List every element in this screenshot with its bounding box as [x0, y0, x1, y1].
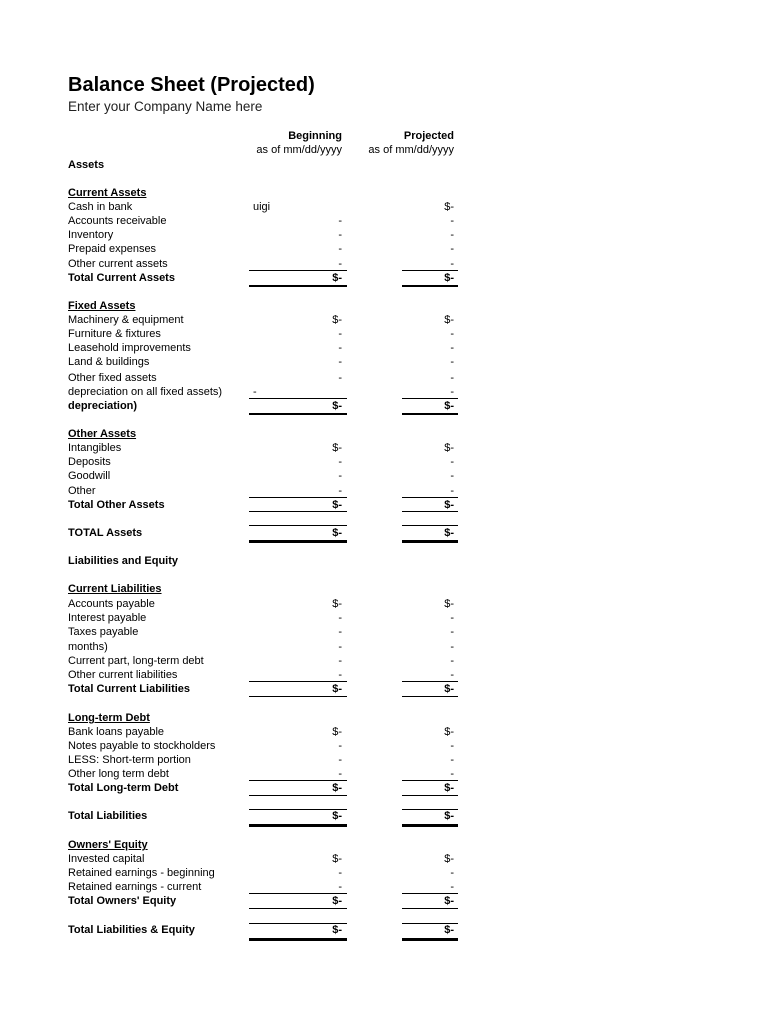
row-label: Leasehold improvements	[68, 342, 191, 354]
total-rule-line	[249, 809, 347, 810]
row-label: Deposits	[68, 456, 111, 468]
cell-beginning[interactable]: -	[338, 867, 342, 879]
total-rule-line	[402, 413, 458, 415]
table-row	[0, 299, 768, 313]
table-row	[0, 498, 768, 512]
table-row	[0, 313, 768, 327]
row-label: Retained earnings - beginning	[68, 867, 215, 879]
cell-projected[interactable]: -	[450, 626, 454, 638]
cell-beginning[interactable]: $-	[332, 782, 342, 794]
cell-projected[interactable]: -	[450, 754, 454, 766]
section-heading: Other Assets	[68, 428, 137, 440]
cell-projected[interactable]: $-	[444, 895, 454, 907]
cell-beginning[interactable]: -	[338, 342, 342, 354]
table-row	[0, 327, 768, 341]
cell-projected[interactable]: -	[450, 342, 454, 354]
table-row	[0, 554, 768, 568]
row-label: depreciation)	[68, 400, 138, 412]
total-rule-line	[249, 511, 347, 512]
table-row	[0, 441, 768, 455]
cell-projected[interactable]: $-	[444, 726, 454, 738]
cell-beginning[interactable]: $-	[332, 924, 342, 936]
table-row	[0, 668, 768, 682]
row-label: months)	[68, 641, 108, 653]
row-label: Furniture & fixtures	[68, 328, 161, 340]
row-label: Assets	[68, 159, 105, 171]
cell-projected[interactable]: -	[450, 229, 454, 241]
cell-projected[interactable]: -	[450, 740, 454, 752]
row-label: Bank loans payable	[68, 726, 165, 738]
row-label: TOTAL Assets	[68, 527, 143, 539]
cell-projected[interactable]: -	[450, 655, 454, 667]
cell-projected[interactable]: -	[450, 470, 454, 482]
total-rule-line	[402, 398, 458, 399]
row-label: Intangibles	[68, 442, 122, 454]
table-row	[0, 371, 768, 385]
table-row	[0, 341, 768, 355]
table-row	[0, 200, 768, 214]
cell-beginning[interactable]: $-	[332, 314, 342, 326]
total-rule-line	[249, 270, 347, 271]
cell-beginning[interactable]: -	[338, 740, 342, 752]
table-row	[0, 640, 768, 654]
total-rule-line	[249, 696, 347, 697]
cell-projected[interactable]: -	[450, 456, 454, 468]
total-rule-line	[402, 893, 458, 894]
row-label: Notes payable to stockholders	[68, 740, 216, 752]
total-rule-line	[402, 285, 458, 287]
cell-beginning[interactable]: -	[253, 386, 257, 398]
table-row	[0, 242, 768, 256]
cell-beginning[interactable]: $-	[332, 853, 342, 865]
table-row	[0, 214, 768, 228]
table-row	[0, 852, 768, 866]
cell-projected[interactable]: -	[450, 258, 454, 270]
table-row	[0, 611, 768, 625]
total-rule-line	[402, 780, 458, 781]
row-label: Prepaid expenses	[68, 243, 157, 255]
table-row	[0, 682, 768, 696]
cell-projected[interactable]: $-	[444, 598, 454, 610]
total-rule-line	[249, 540, 347, 543]
total-rule-line	[249, 908, 347, 909]
cell-projected[interactable]: $-	[444, 527, 454, 539]
cell-projected[interactable]: $-	[444, 853, 454, 865]
row-label: Cash in bank	[68, 201, 133, 213]
section-heading: Current Liabilities	[68, 583, 162, 595]
table-row	[0, 385, 768, 399]
cell-beginning[interactable]: $-	[332, 810, 342, 822]
table-row	[0, 767, 768, 781]
cell-projected[interactable]: -	[450, 243, 454, 255]
cell-projected[interactable]: -	[450, 881, 454, 893]
cell-projected[interactable]: -	[450, 641, 454, 653]
row-label: Land & buildings	[68, 356, 150, 368]
cell-beginning[interactable]: -	[338, 612, 342, 624]
cell-beginning[interactable]: -	[338, 641, 342, 653]
table-row	[0, 625, 768, 639]
cell-beginning[interactable]: -	[338, 768, 342, 780]
cell-beginning[interactable]: -	[338, 669, 342, 681]
cell-beginning[interactable]: $-	[332, 400, 342, 412]
row-label: Current part, long-term debt	[68, 655, 204, 667]
total-rule-line	[249, 780, 347, 781]
row-label: Machinery & equipment	[68, 314, 184, 326]
row-label: Inventory	[68, 229, 114, 241]
total-rule-line	[249, 938, 347, 941]
cell-beginning[interactable]: $-	[332, 442, 342, 454]
total-rule-line	[249, 893, 347, 894]
total-rule-line	[249, 525, 347, 526]
row-label: Total Long-term Debt	[68, 782, 179, 794]
cell-projected[interactable]: $-	[444, 924, 454, 936]
cell-beginning[interactable]: -	[338, 626, 342, 638]
cell-projected[interactable]: $-	[444, 683, 454, 695]
row-label: Other long term debt	[68, 768, 169, 780]
cell-beginning[interactable]: $-	[332, 527, 342, 539]
row-label: Total Liabilities	[68, 810, 148, 822]
cell-projected[interactable]: -	[450, 386, 454, 398]
table-row	[0, 838, 768, 852]
row-label: Accounts receivable	[68, 215, 167, 227]
row-label: Invested capital	[68, 853, 145, 865]
table-row	[0, 186, 768, 200]
cell-projected[interactable]: -	[450, 328, 454, 340]
column-date-beginning: as of mm/dd/yyyy	[256, 144, 342, 156]
column-subheader-row	[0, 143, 768, 157]
row-label: Other current assets	[68, 258, 168, 270]
total-rule-line	[249, 681, 347, 682]
table-row	[0, 597, 768, 611]
cell-beginning[interactable]: $-	[332, 683, 342, 695]
total-rule-line	[402, 270, 458, 271]
row-label: depreciation on all fixed assets)	[68, 386, 223, 398]
row-label: Other fixed assets	[68, 372, 157, 384]
total-rule-line	[402, 525, 458, 526]
cell-beginning[interactable]: -	[338, 356, 342, 368]
cell-projected[interactable]: $-	[444, 499, 454, 511]
row-label: Liabilities and Equity	[68, 555, 179, 567]
table-row	[0, 781, 768, 795]
cell-projected[interactable]: -	[450, 485, 454, 497]
cell-beginning[interactable]: -	[338, 470, 342, 482]
cell-beginning[interactable]: -	[338, 215, 342, 227]
table-row	[0, 711, 768, 725]
cell-projected[interactable]: -	[450, 867, 454, 879]
table-row	[0, 455, 768, 469]
total-rule-line	[249, 398, 347, 399]
section-heading: Long-term Debt	[68, 712, 150, 724]
cell-projected[interactable]: $-	[444, 810, 454, 822]
section-heading: Fixed Assets	[68, 300, 136, 312]
cell-projected[interactable]: $-	[444, 442, 454, 454]
total-rule-line	[402, 908, 458, 909]
cell-beginning[interactable]: -	[338, 258, 342, 270]
table-row	[0, 582, 768, 596]
cell-beginning[interactable]: $-	[332, 272, 342, 284]
row-label: Retained earnings - current	[68, 881, 202, 893]
cell-projected[interactable]: -	[450, 612, 454, 624]
total-rule-line	[402, 795, 458, 796]
table-row	[0, 427, 768, 441]
table-row	[0, 399, 768, 413]
total-rule-line	[402, 681, 458, 682]
column-header-row	[0, 129, 768, 143]
cell-beginning[interactable]: $-	[332, 598, 342, 610]
cell-projected[interactable]: $-	[444, 272, 454, 284]
cell-beginning[interactable]: uigi	[253, 201, 271, 213]
cell-beginning[interactable]: -	[338, 372, 342, 384]
cell-beginning[interactable]: -	[338, 754, 342, 766]
total-rule-line	[249, 923, 347, 924]
row-label: Interest payable	[68, 612, 147, 624]
table-row	[0, 739, 768, 753]
total-rule-line	[402, 938, 458, 941]
row-label: Total Other Assets	[68, 499, 165, 511]
table-row	[0, 809, 768, 823]
total-rule-line	[402, 696, 458, 697]
table-row	[0, 894, 768, 908]
table-row	[0, 866, 768, 880]
table-row	[0, 469, 768, 483]
cell-beginning[interactable]: -	[338, 229, 342, 241]
row-label: Other	[68, 485, 96, 497]
section-heading: Current Assets	[68, 187, 147, 199]
total-rule-line	[249, 413, 347, 415]
column-header-projected: Projected	[403, 130, 454, 142]
column-header-beginning: Beginning	[288, 130, 342, 142]
table-row	[0, 271, 768, 285]
cell-beginning[interactable]: $-	[332, 895, 342, 907]
cell-beginning[interactable]: $-	[332, 726, 342, 738]
table-row	[0, 880, 768, 894]
table-row	[0, 355, 768, 369]
cell-beginning[interactable]: -	[338, 881, 342, 893]
table-row	[0, 484, 768, 498]
cell-projected[interactable]: $-	[444, 314, 454, 326]
total-rule-line	[402, 497, 458, 498]
table-row	[0, 923, 768, 937]
cell-projected[interactable]: -	[450, 372, 454, 384]
cell-beginning[interactable]: -	[338, 655, 342, 667]
row-label: Taxes payable	[68, 626, 139, 638]
row-label: Total Owners' Equity	[68, 895, 177, 907]
cell-projected[interactable]: $-	[444, 782, 454, 794]
table-row	[0, 526, 768, 540]
page-title: Balance Sheet (Projected)	[68, 74, 315, 96]
cell-projected[interactable]: -	[450, 768, 454, 780]
row-label: Total Current Assets	[68, 272, 175, 284]
row-label: Total Liabilities & Equity	[68, 924, 195, 936]
cell-projected[interactable]: -	[450, 356, 454, 368]
table-row	[0, 725, 768, 739]
total-rule-line	[402, 809, 458, 810]
total-rule-line	[249, 824, 347, 827]
total-rule-line	[249, 285, 347, 287]
cell-projected[interactable]: $-	[444, 201, 454, 213]
total-rule-line	[402, 511, 458, 512]
section-heading: Owners' Equity	[68, 839, 148, 851]
total-rule-line	[402, 923, 458, 924]
table-row	[0, 158, 768, 172]
total-rule-line	[249, 795, 347, 796]
table-row	[0, 257, 768, 271]
row-label: Other current liabilities	[68, 669, 178, 681]
cell-beginning[interactable]: -	[338, 328, 342, 340]
row-label: Total Current Liabilities	[68, 683, 191, 695]
row-label: Goodwill	[68, 470, 111, 482]
total-rule-line	[402, 824, 458, 827]
row-label: LESS: Short-term portion	[68, 754, 191, 766]
table-row	[0, 654, 768, 668]
table-row	[0, 228, 768, 242]
table-row	[0, 753, 768, 767]
column-date-projected: as of mm/dd/yyyy	[368, 144, 454, 156]
cell-beginning[interactable]: $-	[332, 499, 342, 511]
cell-beginning[interactable]: -	[338, 243, 342, 255]
company-name[interactable]: Enter your Company Name here	[68, 99, 263, 114]
cell-projected[interactable]: -	[450, 669, 454, 681]
total-rule-line	[249, 497, 347, 498]
total-rule-line	[402, 540, 458, 543]
cell-beginning[interactable]: -	[338, 485, 342, 497]
cell-projected[interactable]: $-	[444, 400, 454, 412]
row-label: Accounts payable	[68, 598, 155, 610]
cell-beginning[interactable]: -	[338, 456, 342, 468]
cell-projected[interactable]: -	[450, 215, 454, 227]
